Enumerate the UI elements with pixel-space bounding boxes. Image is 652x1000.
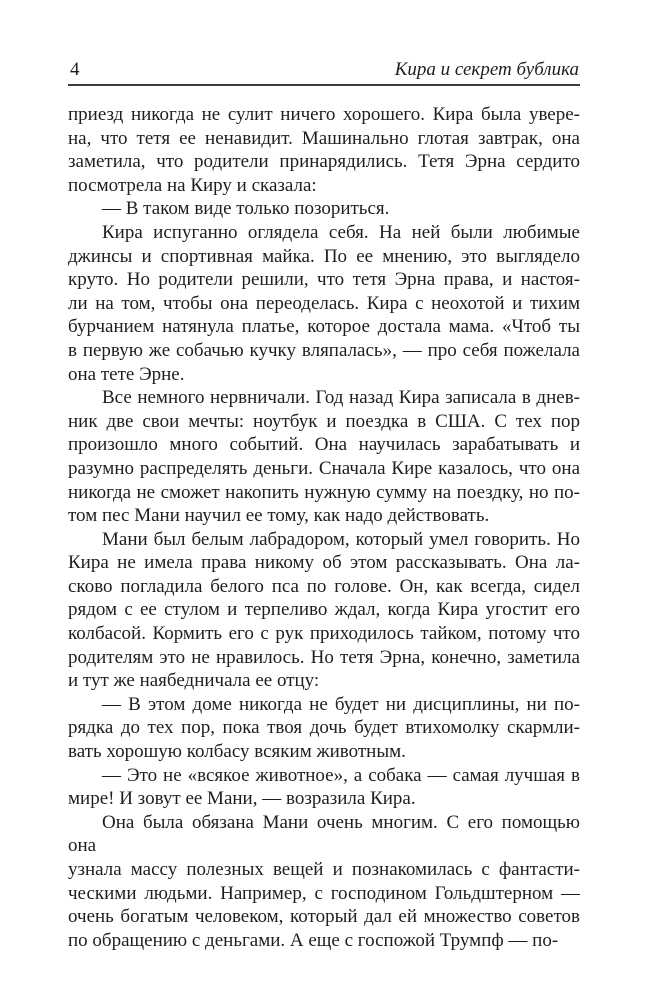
paragraph <box>68 528 580 693</box>
text-line: колбасой. Кормить его с рук приходилось тайком, потому что <box>68 623 580 645</box>
text-line: вать хорошую колбасу всяким животным. <box>68 741 406 763</box>
paragraph <box>68 386 580 528</box>
text-line: — В таком виде только позориться. <box>102 198 390 220</box>
page-header <box>68 58 580 84</box>
text-line: том пес Мани научил ее тому, как надо действовать. <box>68 505 490 527</box>
paragraph <box>68 764 580 811</box>
text-line: ник две свои мечты: ноутбук и поездка в США. С тех пор <box>68 410 580 432</box>
text-line: — Это не «всякое животное», а собака — самая лучшая в <box>102 764 580 786</box>
text-line: ческими людьми. Например, с господином Гольдштерном — <box>68 882 580 904</box>
text-line: приезд никогда не сулит ничего хорошего. Кира была увере- <box>68 104 580 125</box>
text-line: Кира испуганно оглядела себя. На ней были любимые <box>102 221 580 243</box>
paragraph <box>68 197 580 221</box>
text-line: Она была обязана Мани очень многим. С его помощью она <box>68 811 580 857</box>
header-rule <box>68 84 580 86</box>
text-line: на, что тетя ее ненавидит. Машинально глотая завтрак, она <box>68 127 580 149</box>
text-line: заметила, что родители принарядились. Тетя Эрна сердито <box>68 151 580 173</box>
paragraph <box>68 693 580 764</box>
paragraph <box>68 221 580 386</box>
text-line: разумно распределять деньги. Сначала Кире казалось, что она <box>68 457 580 479</box>
text-line: и тут же наябедничала ее отцу: <box>68 670 320 692</box>
text-line: очень богатым человеком, который дал ей множество советов <box>68 906 580 928</box>
text-line: родителям это не нравилось. Но тетя Эрна, конечно, заметила <box>68 646 580 668</box>
text-line: в первую же собачью кучку вляпалась», — про себя пожелала <box>68 339 580 361</box>
text-line: произошло много событий. Она научилась зарабатывать и <box>68 434 580 456</box>
paragraph <box>68 811 580 953</box>
text-line: джинсы и спортивная майка. По ее мнению, это выглядело <box>68 245 580 267</box>
text-line: рядка до тех пор, пока твоя дочь будет втихомолку скармли- <box>68 717 580 739</box>
text-line: Мани был белым лабрадором, который умел говорить. Но <box>102 528 580 550</box>
text-line: бурчанием натянула платье, которое достала мама. «Чтоб ты <box>68 316 580 338</box>
text-line: ли на том, чтобы она переоделась. Кира с неохотой и тихим <box>68 292 580 314</box>
text-line: по обращению с деньгами. А еще с госпожой Трумпф — по- <box>68 929 559 951</box>
text-line: никогда не сможет накопить нужную сумму на поездку, но по- <box>68 481 580 503</box>
text-line: мире! И зовут ее Мани, — возразила Кира. <box>68 788 416 810</box>
text-line: рядом с ее стулом и терпеливо ждал, когда Кира угостит его <box>68 599 580 621</box>
text-line: Все немного нервничали. Год назад Кира записала в днев- <box>102 387 580 409</box>
page-number: 4 <box>70 59 80 80</box>
text-line: сково погладила белого пса по голове. Он, как всегда, сидел <box>68 575 580 597</box>
text-line: круто. Но родители решили, что тетя Эрна права, и настоя- <box>68 269 580 291</box>
text-line: она тете Эрне. <box>68 363 185 385</box>
text-line: — В этом доме никогда не будет ни дисциплины, ни по- <box>102 693 580 715</box>
text-line: посмотрела на Киру и сказала: <box>68 174 317 196</box>
paragraph <box>68 103 580 197</box>
text-line: узнала массу полезных вещей и познакомилась с фантасти- <box>68 859 580 880</box>
page-body <box>68 103 580 952</box>
running-title: Кира и секрет бублика <box>394 59 579 80</box>
text-line: Кира не имела права никому об этом рассказывать. Она ла- <box>68 552 580 574</box>
